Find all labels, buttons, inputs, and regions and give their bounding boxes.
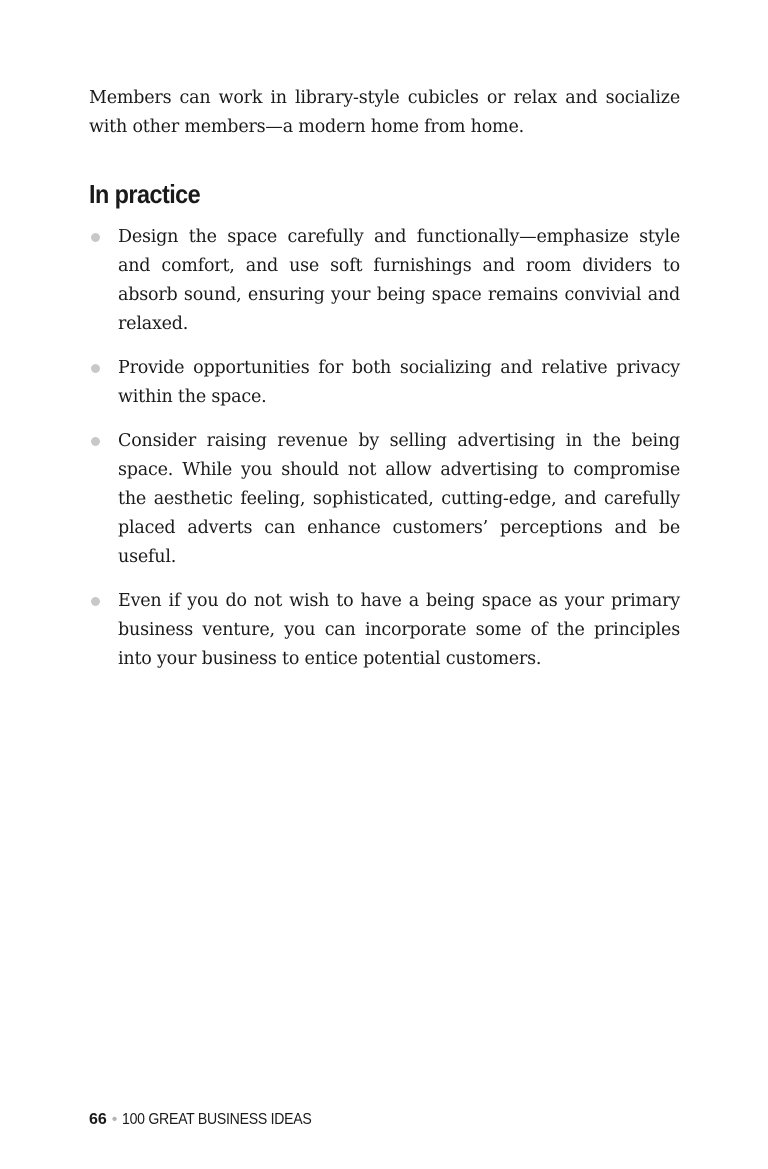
page-content — [89, 84, 680, 689]
intro-paragraph: Members can work in library-style cubicles or relax and socialize with other members—a modern home from home. — [89, 88, 680, 137]
bullet-item — [89, 587, 680, 674]
page-footer — [89, 1109, 338, 1131]
footer-separator: • — [111, 1111, 118, 1128]
bullet-item — [89, 223, 680, 339]
bullet-text: Design the space carefully and functionally—emphasize style and comfort, and use soft furnishings and room dividers to absorb sound, ensuring your being space remains convivial and relaxed. — [118, 227, 680, 334]
book-title: 100 GREAT BUSINESS IDEAS — [122, 1111, 312, 1128]
bullet-icon — [91, 233, 100, 242]
bullet-text: Even if you do not wish to have a being space as your primary business venture, you can incorporate some of the principles into your business to entice potential customers. — [118, 591, 680, 669]
bullet-icon — [91, 437, 100, 446]
section-heading: In practice — [89, 179, 201, 209]
bullet-item — [89, 427, 680, 572]
page-number: 66 — [89, 1111, 107, 1128]
bullet-list — [89, 223, 680, 674]
bullet-icon — [91, 597, 100, 606]
bullet-icon — [91, 364, 100, 373]
bullet-text: Provide opportunities for both socializing and relative privacy within the space. — [118, 358, 680, 407]
bullet-text: Consider raising revenue by selling advertising in the being space. While you should not allow advertising to compromise the aesthetic feeling, sophisticated, cutting-edge, and carefully placed adverts can enhance customers’ perceptions and be useful. — [118, 431, 680, 567]
bullet-item — [89, 354, 680, 412]
